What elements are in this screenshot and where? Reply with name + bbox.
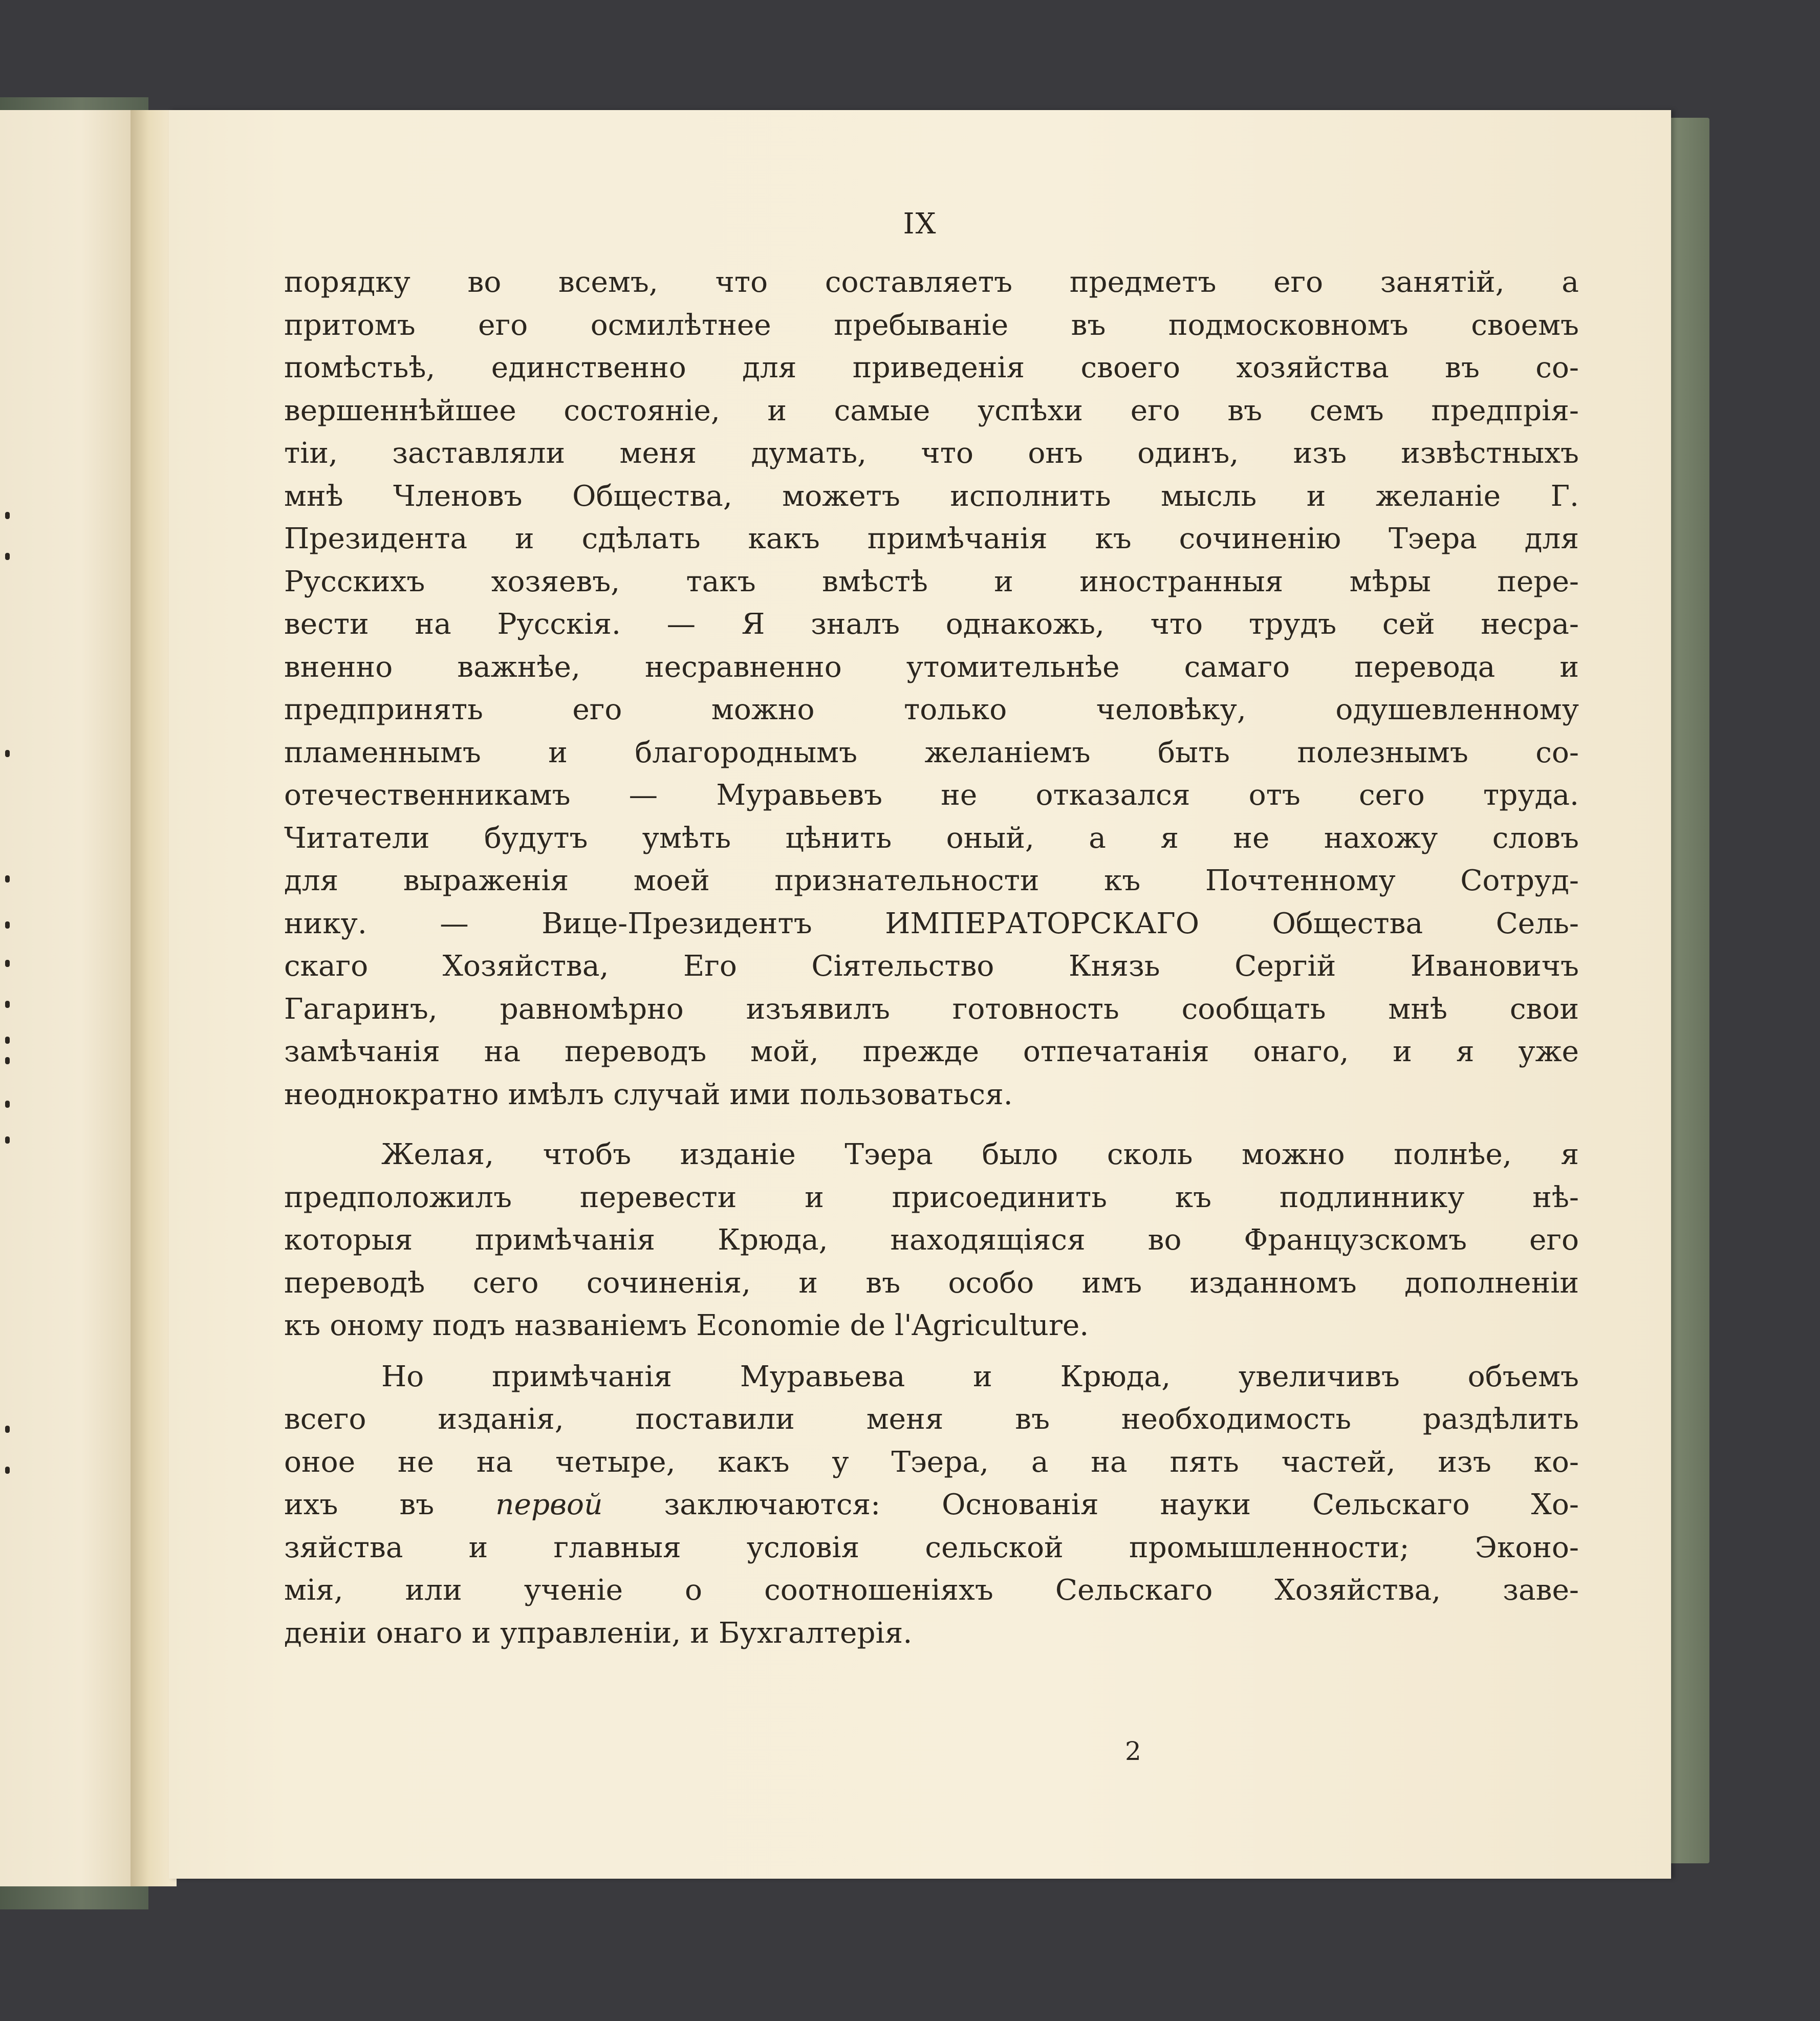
text-line: вершеннѣйшее состояніе, и самые успѣхи его въ семъ предпрія-: [284, 394, 1579, 427]
text-segment: ихъ въ: [284, 1488, 496, 1521]
text-line: Президента и сдѣлать какъ примѣчанія къ сочиненію Тэера для: [284, 522, 1579, 555]
body-text: [284, 261, 1579, 1654]
text-line: оное не на четыре, какъ у Тэера, а на пять частей, изъ ко-: [284, 1445, 1579, 1479]
text-line: предположилъ перевести и присоединить къ подлиннику нѣ-: [284, 1180, 1579, 1214]
facing-page-edge: [0, 110, 136, 1886]
text-line: Но примѣчанія Муравьева и Крюда, увеличивъ объемъ: [381, 1360, 1579, 1393]
text-line: притомъ его осмилѣтнее пребываніе въ подмосковномъ своемъ: [284, 308, 1579, 342]
text-line: пламеннымъ и благороднымъ желаніемъ быть полезнымъ со-: [284, 736, 1579, 769]
signature-mark: 2: [1125, 1736, 1141, 1766]
text-line: зяйства и главныя условія сельской промышленности; Эконо-: [284, 1531, 1579, 1564]
text-line: Гагаринъ, равномѣрно изъявилъ готовность сообщать мнѣ свои: [284, 992, 1579, 1026]
text-line: вести на Русскія. — Я зналъ однакожь, что трудъ сей несра-: [284, 608, 1579, 641]
italic-word: первой: [495, 1488, 603, 1521]
text-line: переводѣ сего сочиненія, и въ особо имъ изданномъ дополненіи: [284, 1266, 1579, 1300]
text-line: помѣстьѣ, единственно для приведенія своего хозяйства въ со-: [284, 351, 1579, 384]
text-segment: заключаются: Основанія науки Сельскаго Хо-: [602, 1488, 1579, 1521]
text-line: деніи онаго и управленіи, и Бухгалтерія.: [284, 1616, 913, 1650]
paragraph-gap: [284, 1116, 1579, 1133]
paragraph-gap: [284, 1347, 1579, 1356]
text-line: къ оному подъ названіемъ Economie de l'Agriculture.: [284, 1309, 1089, 1342]
book-page: [169, 110, 1671, 1879]
text-line: Русскихъ хозяевъ, такъ вмѣстѣ и иностранныя мѣры пере-: [284, 565, 1579, 598]
text-line: тіи, заставляли меня думать, что онъ одинъ, изъ извѣстныхъ: [284, 437, 1579, 470]
text-line: неоднократно имѣлъ случай ими пользоваться.: [284, 1078, 1013, 1111]
text-line: скаго Хозяйства, Его Сіятельство Князь Сергій Ивановичъ: [284, 950, 1579, 983]
text-line: для выраженія моей признательности къ Почтенному Сотруд-: [284, 864, 1579, 897]
facing-page-marks: [0, 110, 20, 1886]
text-line: мнѣ Членовъ Общества, можетъ исполнить мысль и желаніе Г.: [284, 479, 1579, 513]
text-line: отечественникамъ — Муравьевъ не отказался отъ сего труда.: [284, 779, 1579, 812]
text-line: мія, или ученіе о соотношеніяхъ Сельскаго Хозяйства, заве-: [284, 1574, 1579, 1607]
text-line: предпринять его можно только человѣку, одушевленному: [284, 693, 1579, 726]
text-line: [284, 1483, 1579, 1526]
text-line: всего изданія, поставили меня въ необходимость раздѣлить: [284, 1403, 1579, 1436]
page-number: IX: [903, 207, 937, 241]
text-line: которыя примѣчанія Крюда, находящіяся во Французскомъ его: [284, 1223, 1579, 1257]
text-line: порядку во всемъ, что составляетъ предметъ его занятій, а: [284, 266, 1579, 299]
text-line: нику. — Вице-Президентъ ИМПЕРАТОРСКАГО Общества Сель-: [284, 907, 1579, 940]
text-line: вненно важнѣе, несравненно утомительнѣе самаго перевода и: [284, 650, 1579, 684]
text-line: замѣчанія на переводъ мой, прежде отпечатанія онаго, и я уже: [284, 1035, 1579, 1068]
text-line: Желая, чтобъ изданіе Тэера было сколь можно полнѣе, я: [381, 1138, 1579, 1171]
text-line: Читатели будутъ умѣть цѣнить оный, а я не нахожу словъ: [284, 821, 1579, 855]
